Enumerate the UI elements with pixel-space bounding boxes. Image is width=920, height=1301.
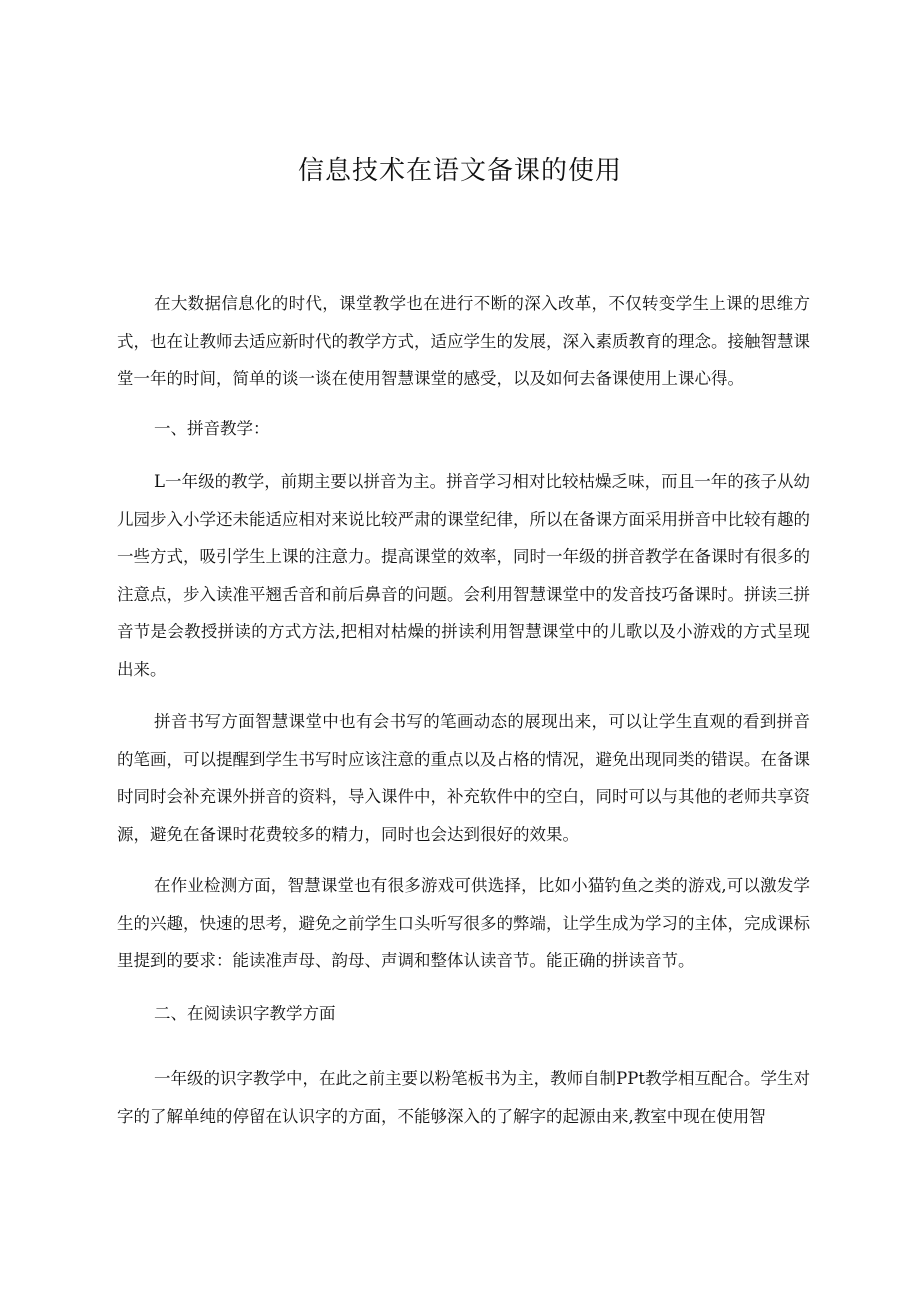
section-1-paragraph-3: 在作业检测方面，智慧课堂也有很多游戏可供选择，比如小猫钓鱼之类的游戏,可以激发学生的兴趣，快速的思考，避免之前学生口头听写很多的弊端，让学生成为学习的主体，完成课标里提到的要求：能读准声母、韵母、声调和整体认读音节。能正确的拼读音节。: [117, 876, 810, 970]
section-2-paragraph-1: 一年级的识字教学中，在此之前主要以粉笔板书为主，教师自制PPt教学相互配合。学生对字的了解单纯的停留在认识字的方面，不能够深入的了解字的起源由来,教室中现在使用智: [117, 1069, 810, 1126]
section-2-heading: 二、在阅读识字教学方面: [154, 1004, 336, 1023]
section-1-paragraph-1: L一年级的教学，前期主要以拼音为主。拼音学习相对比较枯燥乏味，而且一年的孩子从幼儿园步入小学还未能适应相对来说比较严肃的课堂纪律，所以在备课方面采用拼音中比较有趣的一些方式，吸引学生上课的注意力。提高课堂的效率，同时一年级的拼音教学在备课时有很多的注意点，步入读准平翘舌音和前后鼻音的问题。会利用智慧课堂中的发音技巧备课时。拼读三拼音节是会教授拼读的方式方法,把相对枯燥的拼读利用智慧课堂中的儿歌以及小游戏的方式呈现出来。: [117, 472, 810, 679]
section-1-heading: 一、拼音教学：: [154, 419, 270, 438]
intro-paragraph: 在大数据信息化的时代，课堂教学也在进行不断的深入改革，不仅转变学生上课的思维方式，也在让教师去适应新时代的教学方式，适应学生的发展，深入素质教育的理念。接触智慧课堂一年的时间，简单的谈一谈在使用智慧课堂的感受，以及如何去备课使用上课心得。: [117, 294, 810, 388]
section-1-paragraph-2: 拼音书写方面智慧课堂中也有会书写的笔画动态的展现出来，可以让学生直观的看到拼音的笔画，可以提醒到学生书写时应该注意的重点以及占格的情况，避免出现同类的错误。在备课时同时会补充课外拼音的资料，导入课件中，补充软件中的空白，同时可以与其他的老师共享资源，避免在备课时花费较多的精力，同时也会达到很好的效果。: [117, 712, 810, 844]
page-title: 信息技术在语文备课的使用: [297, 156, 622, 186]
